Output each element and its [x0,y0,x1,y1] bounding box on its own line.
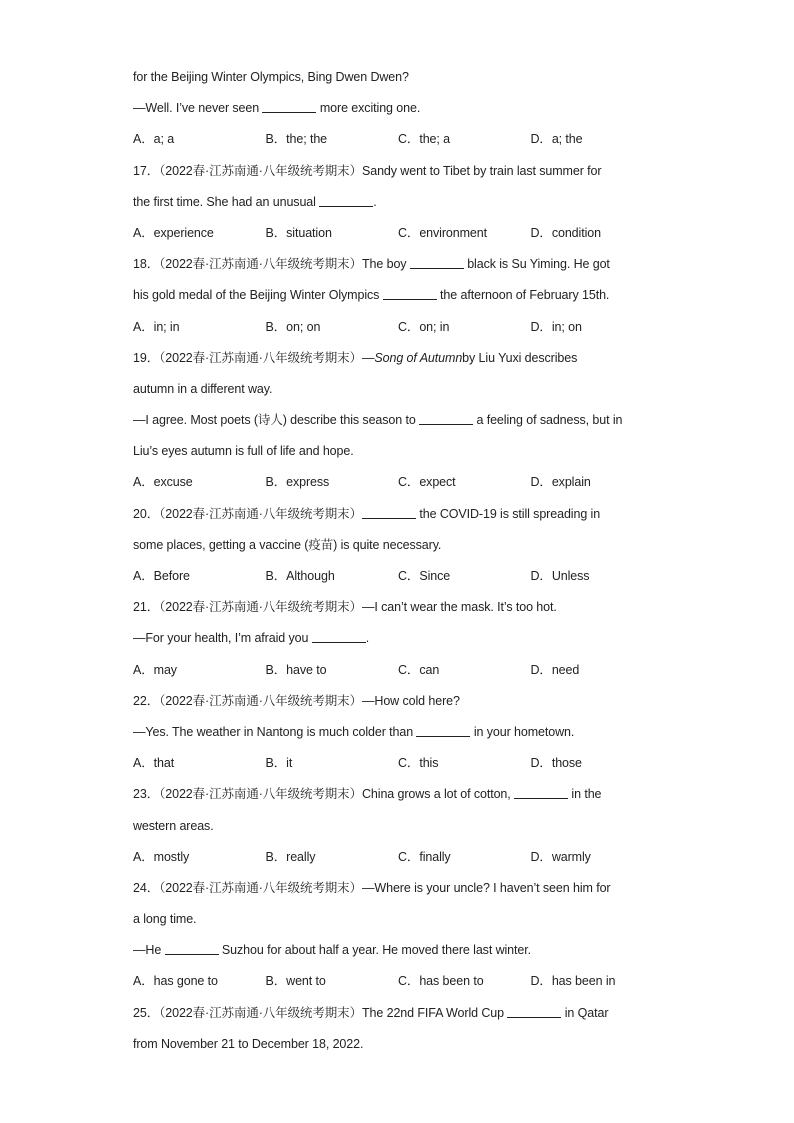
q16-reply-start: —Well. I’ve never seen [133,101,263,116]
option-c[interactable]: C．on; in [398,319,450,334]
option-b[interactable]: B．really [265,849,316,864]
q25-text-end: in Qatar [561,1005,609,1020]
q21-stem-2 [133,623,663,654]
q23-options [133,842,663,873]
q19-stem-2: autumn in a different way. [133,381,273,396]
answer-blank[interactable] [262,99,316,113]
option-d[interactable]: D．condition [530,225,601,240]
answer-blank[interactable] [416,723,470,737]
option-a[interactable]: A．excuse [133,475,193,490]
q23-text-end: in the [568,787,602,802]
option-a[interactable]: A．may [133,662,177,677]
q24-text-end: Suzhou for about half a year. He moved there last winter. [218,943,532,958]
option-c[interactable]: C．expect [398,475,456,490]
answer-blank[interactable] [419,411,473,425]
option-b[interactable]: B．it [265,756,293,771]
q21-options [133,655,663,686]
q20-text: 20．（2022春·江苏南通·八年级统考期末） [133,506,362,521]
option-a[interactable]: A．mostly [133,849,190,864]
q19-text-end: by Liu Yuxi describes [462,350,578,365]
q21-stem: 21．（2022春·江苏南通·八年级统考期末）—I can’t wear the mask. It’s too hot. [133,600,557,615]
option-a[interactable]: A．has gone to [133,974,218,989]
option-d[interactable]: D．Unless [530,569,590,583]
q25-text: 25．（2022春·江苏南通·八年级统考期末）The 22nd FIFA World Cup [133,1005,508,1020]
option-c[interactable]: C．can [398,662,440,677]
q19-text-3-end: a feeling of sadness, but in [473,413,623,428]
q24-options [133,966,663,997]
q22-text-end: in your hometown. [470,724,575,739]
q18-stem-2 [133,280,663,311]
q18-text-end: black is Su Yiming. He got [463,257,610,272]
option-a[interactable]: A．a; a [133,132,175,147]
option-c[interactable]: C．finally [398,849,451,864]
q20-stem-2: some places, getting a vaccine (疫苗) is quite necessary. [133,537,442,552]
answer-blank[interactable] [312,629,366,643]
q23-stem [133,779,663,810]
q19-text: 19．（2022春·江苏南通·八年级统考期末）— [133,350,375,365]
answer-blank[interactable] [362,505,416,519]
option-b[interactable]: B．went to [265,974,326,989]
q19-options [133,467,663,498]
option-c[interactable]: C．Since [398,569,451,583]
q20-text-end: the COVID-19 is still spreading in [416,506,601,521]
option-c[interactable]: C．this [398,756,439,771]
q16-reply [133,93,663,124]
q22-stem: 22．（2022春·江苏南通·八年级统考期末）—How cold here? [133,693,460,708]
q24-text: —He [133,943,165,958]
answer-blank[interactable] [514,785,568,799]
option-d[interactable]: D．a; the [530,132,583,147]
option-d[interactable]: D．explain [530,475,591,490]
option-b[interactable]: B．Although [265,569,335,583]
option-a[interactable]: A．that [133,756,175,771]
option-b[interactable]: B．express [265,475,330,490]
q18-text: 18．（2022春·江苏南通·八年级统考期末）The boy [133,257,410,272]
option-b[interactable]: B．the; the [265,132,328,147]
option-c[interactable]: C．the; a [398,132,451,147]
q25-stem-2: from November 21 to December 18, 2022. [133,1036,364,1051]
q19-stem-4: Liu’s eyes autumn is full of life and hope. [133,444,354,459]
answer-blank[interactable] [410,255,464,269]
option-c[interactable]: C．environment [398,225,488,240]
q19-poem-title: Song of Autumn [374,350,463,365]
q20-stem [133,499,663,530]
option-b[interactable]: B．situation [265,225,332,240]
q16-options [133,124,663,155]
answer-blank[interactable] [383,286,437,300]
q24-stem-2: a long time. [133,912,197,927]
option-b[interactable]: B．on; on [265,319,321,334]
document-page [133,62,663,1060]
option-c[interactable]: C．has been to [398,974,484,989]
answer-blank[interactable] [319,193,373,207]
option-a[interactable]: A．Before [133,569,190,583]
q23-text: 23．（2022春·江苏南通·八年级统考期末）China grows a lot of cotton, [133,787,515,802]
q22-options [133,748,663,779]
q19-stem-3 [133,405,663,436]
option-d[interactable]: D．warmly [530,849,591,864]
q24-stem: 24．（2022春·江苏南通·八年级统考期末）—Where is your uncle? I haven’t seen him for [133,880,611,895]
q17-text: the first time. She had an unusual [133,194,320,209]
option-a[interactable]: A．experience [133,225,214,240]
answer-blank[interactable] [507,1004,561,1018]
q17-stem-2 [133,187,663,218]
q21-text-end: . [365,631,370,646]
q23-stem-2: western areas. [133,818,214,833]
q17-stem: 17．（2022春·江苏南通·八年级统考期末）Sandy went to Tibet by train last summer for [133,163,602,178]
q22-text: —Yes. The weather in Nantong is much colder than [133,724,417,739]
q17-text-end: . [373,194,377,209]
q18-stem [133,249,663,280]
q20-options [133,561,663,592]
option-d[interactable]: D．need [530,662,580,677]
option-b[interactable]: B．have to [265,662,327,677]
q19-text-3: —I agree. Most poets (诗人) describe this season to [133,413,420,428]
q22-stem-2 [133,717,663,748]
q16-reply-end: more exciting one. [316,101,421,116]
q18-text-2-end: the afternoon of February 15th. [436,288,610,303]
option-a[interactable]: A．in; in [133,319,180,334]
q24-stem-3 [133,935,663,966]
option-d[interactable]: D．in; on [530,319,582,334]
q25-stem [133,998,663,1029]
q21-text: —For your health, I’m afraid you [133,631,312,646]
q19-stem [133,343,663,374]
option-d[interactable]: D．those [530,756,582,771]
q16-continuation: for the Beijing Winter Olympics, Bing Dwen Dwen? [133,70,409,84]
q18-options [133,312,663,343]
q18-text-2: his gold medal of the Beijing Winter Olympics [133,288,383,303]
q17-options [133,218,663,249]
option-d[interactable]: D．has been in [530,974,616,989]
answer-blank[interactable] [165,941,219,955]
